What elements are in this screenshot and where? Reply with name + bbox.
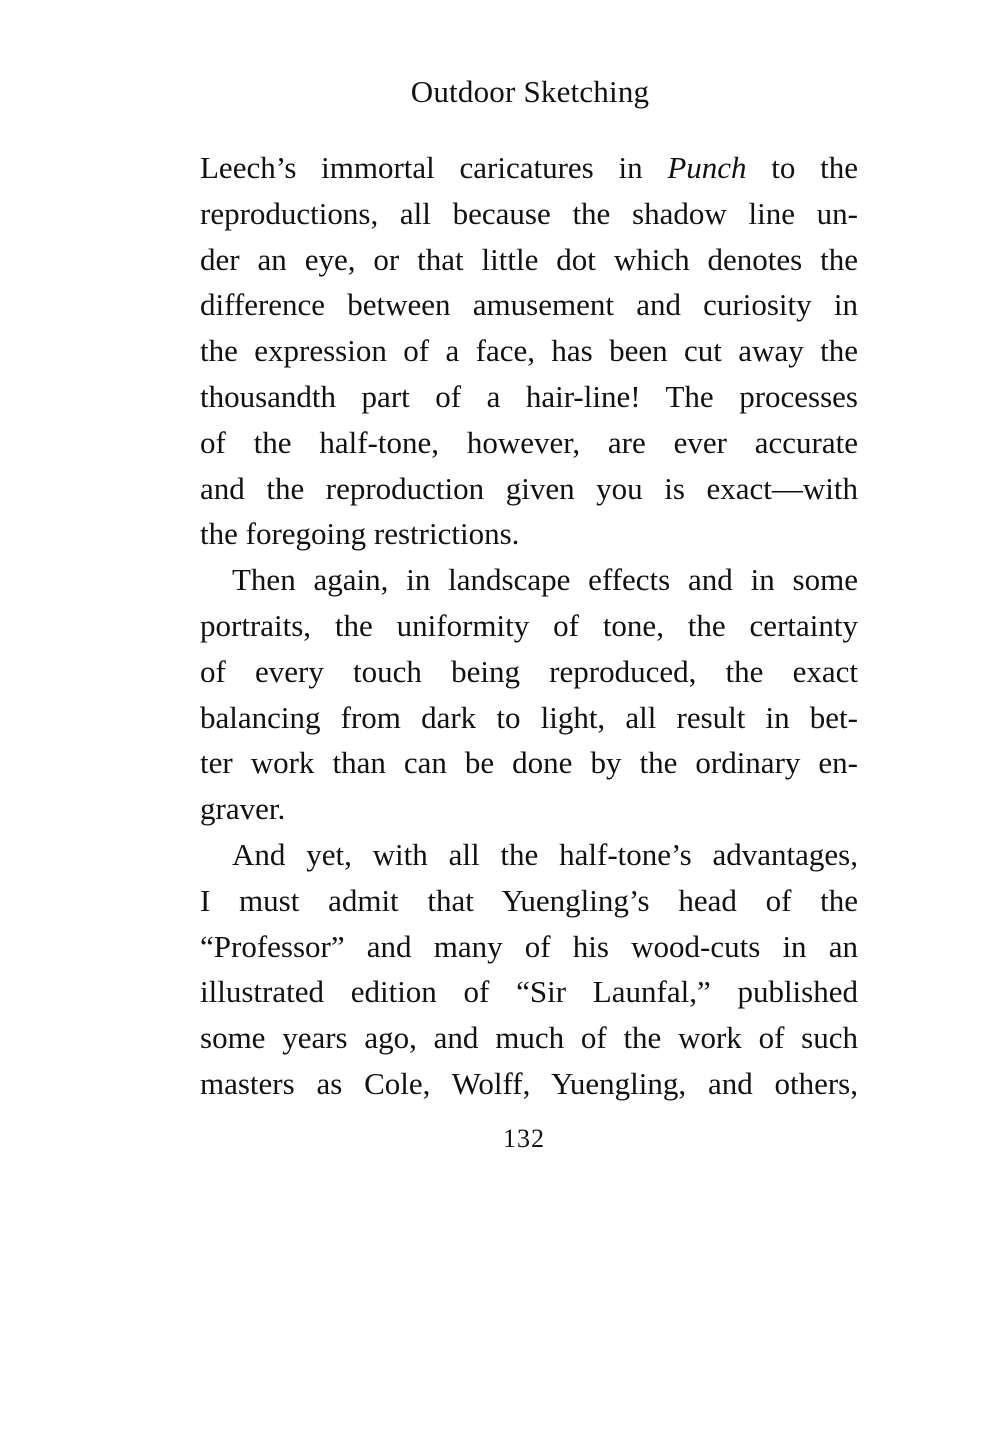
text-line: portraits, the uniformity of tone, the certainty <box>200 607 858 643</box>
text-line: the foregoing restrictions. <box>200 516 520 552</box>
text-line: some years ago, and much of the work of such <box>200 1020 858 1056</box>
text-line: der an eye, or that little dot which denotes the <box>200 241 858 277</box>
text-line: thousandth part of a hair-line! The processes <box>200 378 858 414</box>
page-number: 132 <box>503 1124 545 1153</box>
text-line: the expression of a face, has been cut away the <box>200 333 858 369</box>
paragraph <box>200 832 858 1107</box>
publication-title: Punch <box>667 150 747 185</box>
text-line: And yet, with all the half-tone’s advantages, <box>232 836 858 872</box>
paragraph <box>200 145 858 557</box>
text-line: reproductions, all because the shadow line un- <box>200 195 858 231</box>
text-line: of every touch being reproduced, the exact <box>200 653 858 689</box>
body-text <box>200 145 858 1107</box>
text-line: difference between amusement and curiosity in <box>200 287 858 323</box>
text-line: and the reproduction given you is exact—with <box>200 470 858 506</box>
running-head: Outdoor Sketching <box>410 74 650 109</box>
text-line: Leech’s immortal caricatures in Punch to the <box>200 150 858 185</box>
text-line: I must admit that Yuengling’s head of the <box>200 882 858 918</box>
text-line: “Professor” and many of his wood-cuts in an <box>200 928 858 964</box>
text-line: ter work than can be done by the ordinary en- <box>200 745 858 781</box>
text-line: graver. <box>200 791 286 827</box>
text-line: of the half-tone, however, are ever accurate <box>200 424 858 460</box>
text-line: Then again, in landscape effects and in some <box>232 562 858 598</box>
text-line: masters as Cole, Wolff, Yuengling, and others, <box>200 1065 858 1101</box>
paragraph <box>200 557 858 832</box>
text-line: illustrated edition of “Sir Launfal,” published <box>200 974 858 1010</box>
text-line: balancing from dark to light, all result in bet- <box>200 699 858 735</box>
